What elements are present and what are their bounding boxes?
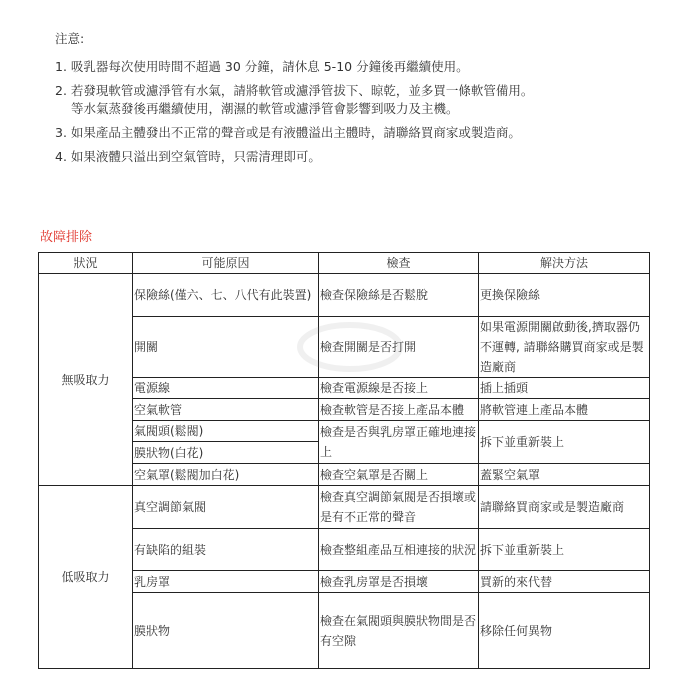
cause-cell: 開關: [133, 317, 319, 378]
header-cause: 可能原因: [133, 253, 319, 274]
cause-cell: 真空調節氣閥: [133, 486, 319, 529]
header-solution: 解決方法: [479, 253, 650, 274]
solution-cell: 拆下並重新裝上: [479, 529, 650, 571]
note-item-1: [55, 58, 675, 76]
solution-cell: 請聯絡買商家或是製造廠商: [479, 486, 650, 529]
check-cell: 檢查真空調節氣閥是否損壞或是有不正常的聲音: [319, 486, 479, 529]
check-cell: 檢查保險絲是否鬆脫: [319, 274, 479, 317]
cause-cell: 膜狀物: [133, 593, 319, 669]
note-item-4: [55, 148, 675, 166]
check-cell: 檢查整組產品互相連接的狀況: [319, 529, 479, 571]
solution-cell: 如果電源開關啟動後,擠取器仍不運轉, 請聯絡購買商家或是製造廠商: [479, 317, 650, 378]
status-no-suction: 無吸取力: [39, 274, 133, 486]
solution-cell: 拆下並重新裝上: [479, 421, 650, 464]
table-header-row: [39, 253, 650, 274]
check-cell: 檢查空氣罩是否關上: [319, 464, 479, 486]
check-cell: 檢查是否與乳房罩正確地連接上: [319, 421, 479, 464]
notes-list: [55, 58, 675, 166]
header-status: 狀況: [39, 253, 133, 274]
troubleshoot-title: 故障排除: [40, 230, 93, 245]
solution-cell: 移除任何異物: [479, 593, 650, 669]
check-cell: 檢查乳房罩是否損壞: [319, 571, 479, 593]
note-line: 2. 若發現軟管或濾淨管有水氣，請將軟管或濾淨管拔下、晾乾，並多買一條軟管備用。: [55, 83, 534, 98]
cause-cell: 乳房罩: [133, 571, 319, 593]
note-item-3: [55, 124, 675, 142]
note-line: 1. 吸乳器每次使用時間不超過 30 分鐘，請休息 5-10 分鐘後再繼續使用。: [55, 59, 469, 74]
check-cell: 檢查在氣閥頭與膜狀物間是否有空隙: [319, 593, 479, 669]
solution-cell: 插上插頭: [479, 378, 650, 399]
check-cell: 檢查軟管是否接上產品本體: [319, 399, 479, 421]
troubleshoot-table: [38, 252, 650, 669]
solution-cell: 將軟管連上產品本體: [479, 399, 650, 421]
cause-cell: 氣閥頭(鬆閥): [133, 421, 319, 442]
cause-cell: 空氣軟管: [133, 399, 319, 421]
check-cell: 檢查開關是否打開: [319, 317, 479, 378]
cause-cell: 膜狀物(白花): [133, 442, 319, 464]
solution-cell: 更換保險絲: [479, 274, 650, 317]
check-cell: 檢查電源線是否接上: [319, 378, 479, 399]
table-row: [39, 274, 650, 317]
cause-cell: 電源線: [133, 378, 319, 399]
table-row: [39, 486, 650, 529]
solution-cell: 蓋緊空氣罩: [479, 464, 650, 486]
cause-cell: 有缺陷的組裝: [133, 529, 319, 571]
cause-cell: 保險絲(僅六、七、八代有此裝置): [133, 274, 319, 317]
header-check: 檢查: [319, 253, 479, 274]
notes-section: [55, 30, 675, 172]
cause-cell: 空氣罩(鬆閥加白花): [133, 464, 319, 486]
notes-heading: 注意:: [55, 31, 85, 46]
note-line: 等水氣蒸發後再繼續使用，潮濕的軟管或濾淨管會影響到吸力及主機。: [71, 101, 459, 116]
status-low-suction: 低吸取力: [39, 486, 133, 669]
note-line: 4. 如果液體只溢出到空氣管時，只需清理即可。: [55, 149, 321, 164]
note-item-2: [55, 82, 675, 118]
note-line: 3. 如果產品主體發出不正常的聲音或是有液體溢出主體時，請聯絡買商家或製造商。: [55, 125, 521, 140]
solution-cell: 買新的來代替: [479, 571, 650, 593]
